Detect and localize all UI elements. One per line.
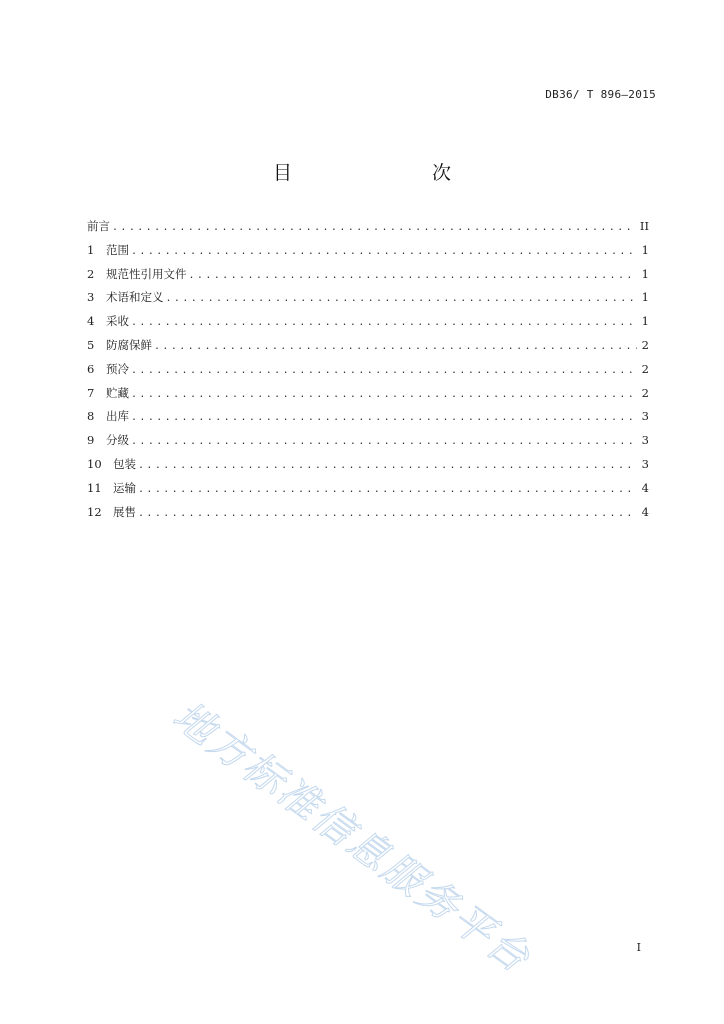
toc-entry-number: 7: [87, 385, 95, 400]
toc-entry-label: 预冷: [106, 361, 129, 376]
dot-leader: [131, 387, 637, 403]
toc-entry-page: 2: [641, 385, 649, 400]
toc-entry-page: 1: [641, 290, 649, 305]
toc-entry-number: 8: [87, 409, 95, 424]
toc-entry-label: 出库: [106, 409, 129, 424]
dot-leader: [138, 458, 637, 474]
toc-entry-4[interactable]: [87, 313, 649, 337]
toc-entry-label: 贮藏: [106, 385, 129, 400]
toc-entry-3[interactable]: [87, 289, 649, 313]
toc-entry-page: 1: [641, 242, 649, 257]
toc-entry-page: 3: [641, 433, 649, 448]
toc-entry-number: 11: [87, 480, 102, 495]
toc-entry-label: 术语和定义: [106, 290, 164, 305]
toc-entry-5[interactable]: [87, 337, 649, 361]
dot-leader: [138, 482, 637, 498]
toc-entry-page: 1: [641, 314, 649, 329]
toc-entry-page: II: [639, 219, 649, 233]
page-title: 目 次: [272, 162, 485, 184]
toc-entry-number: 10: [87, 456, 102, 471]
toc-entry-11[interactable]: [87, 480, 649, 504]
toc-entry-page: 3: [641, 409, 649, 424]
dot-leader: [131, 434, 637, 450]
toc-entry-label: 展售: [113, 504, 136, 519]
dot-leader: [131, 315, 637, 331]
toc-entry-page: 4: [641, 480, 649, 495]
toc-entry-page: 1: [641, 266, 649, 281]
toc-entry-6[interactable]: [87, 361, 649, 385]
toc-entry-number: 2: [87, 266, 95, 281]
toc-entry-number: 5: [87, 337, 95, 352]
toc-entry-1[interactable]: [87, 242, 649, 266]
dot-leader: [166, 291, 638, 307]
page-number: I: [636, 941, 641, 954]
toc-entry-2[interactable]: [87, 266, 649, 290]
table-of-contents: [87, 218, 649, 527]
dot-leader: [131, 244, 637, 260]
standard-code: DB36/ T 896—2015: [545, 88, 656, 101]
toc-entry-page: 2: [641, 337, 649, 352]
toc-entry-9[interactable]: [87, 432, 649, 456]
dot-leader: [131, 410, 637, 426]
toc-entry-number: 4: [87, 314, 95, 329]
toc-entry-12[interactable]: [87, 504, 649, 528]
toc-entry-page: 3: [641, 456, 649, 471]
toc-entry-10[interactable]: [87, 456, 649, 480]
dot-leader: [131, 363, 637, 379]
toc-entry-number: 3: [87, 290, 95, 305]
toc-entry-label: 前言: [87, 219, 110, 233]
dot-leader: [138, 506, 637, 522]
toc-entry-label: 分级: [106, 433, 129, 448]
dot-leader: [112, 220, 636, 236]
toc-entry-label: 范围: [106, 242, 129, 257]
toc-entry-7[interactable]: [87, 385, 649, 409]
toc-entry-label: 运输: [113, 480, 136, 495]
dot-leader: [189, 268, 638, 284]
toc-entry-page: 2: [641, 361, 649, 376]
toc-entry-label: 规范性引用文件: [106, 266, 187, 281]
toc-entry-label: 防腐保鲜: [106, 337, 152, 352]
toc-entry-8[interactable]: [87, 408, 649, 432]
dot-leader: [154, 339, 637, 355]
toc-entry-number: 1: [87, 242, 95, 257]
toc-entry-label: 采收: [106, 314, 129, 329]
watermark: 地方标准信息服务平台: [164, 692, 540, 983]
toc-entry-number: 6: [87, 361, 95, 376]
toc-entry-page: 4: [641, 504, 649, 519]
toc-entry-number: 9: [87, 433, 95, 448]
toc-entry-label: 包装: [113, 456, 136, 471]
toc-entry-number: 12: [87, 504, 102, 519]
toc-entry-foreword[interactable]: [87, 218, 649, 242]
